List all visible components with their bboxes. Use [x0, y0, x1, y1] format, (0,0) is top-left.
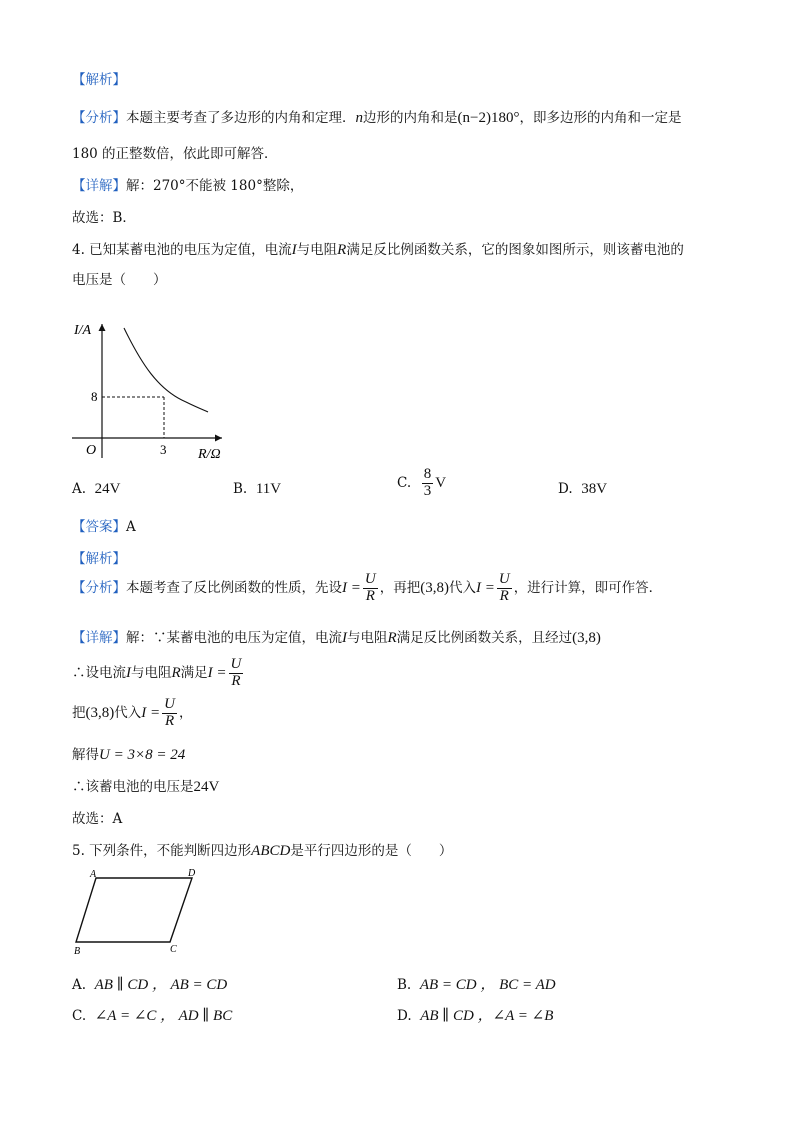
q4-analysis-heading: 【解析】: [72, 551, 126, 567]
q3-detail-line: 【详解】解：270°不能被 180°整除，: [72, 178, 304, 194]
detail-label: 【详解】: [72, 178, 126, 194]
tick-label-x-3: 3: [160, 442, 167, 457]
q5-option-b[interactable]: B. AB = CD ， BC = AD: [397, 977, 556, 993]
q4-choice: 故选：A: [72, 811, 123, 827]
polygon-sum-formula: (n−2)180°: [457, 110, 520, 126]
q4-answer: 【答案】A: [72, 519, 136, 535]
q4-option-b[interactable]: B. 11V: [233, 481, 282, 497]
q5-option-a[interactable]: A. AB ∥ CD ， AB = CD: [72, 977, 228, 993]
y-axis-label: I/A: [74, 323, 92, 338]
q4-stem-line-1: 4. 已知某蓄电池的电压为定值，电流I与电阻R满足反比例函数关系，它的图象如图所示，则该蓄电池的: [72, 242, 684, 258]
parallelogram-figure: [70, 866, 210, 961]
q5-stem: 5. 下列条件，不能判断四边形ABCD是平行四边形的是（ ）: [72, 843, 453, 859]
analysis-heading: 【解析】: [72, 72, 126, 88]
q4-detail-line: 【详解】解：∵某蓄电池的电压为定值，电流I与电阻R满足反比例函数关系，且经过(3,8): [72, 630, 601, 646]
q3-analysis-line-1: 【分析】本题主要考查了多边形的内角和定理．n边形的内角和是(n−2)180°，即多边形的内角和一定是: [72, 110, 682, 126]
vertex-b: B: [74, 946, 81, 957]
q5-option-c[interactable]: C. ∠A = ∠C ， AD ∥ BC: [72, 1008, 233, 1024]
vertex-d: D: [188, 868, 196, 879]
vertex-a: A: [90, 869, 97, 880]
q4-step-1: ∴设电流I与电阻R满足I = $\frac{U}{R}$: [72, 656, 242, 689]
vertex-c: C: [170, 944, 177, 955]
origin-label: O: [86, 443, 97, 458]
q4-analysis-line: 【分析】本题考查了反比例函数的性质，先设I = $\frac{U}{R}$ ，再把(3,8)代入I = $\frac{U}{R}$ ，进行计算，即可作答．: [72, 571, 663, 604]
analysis-label: 【分析】: [72, 110, 126, 126]
q5-option-d[interactable]: D. AB ∥ CD ，∠A = ∠B: [397, 1008, 554, 1024]
q4-option-a[interactable]: A. 24V: [72, 481, 121, 497]
tick-label-y-8: 8: [91, 389, 98, 404]
q4-stem-line-2: 电压是（ ）: [72, 272, 167, 288]
q4-step-2: 把(3,8)代入I = $\frac{U}{R}$ ，: [72, 696, 193, 729]
q4-option-c[interactable]: C. $\frac{8}{3}$ V: [397, 466, 447, 499]
q3-choice: 故选：B．: [72, 210, 136, 226]
inverse-proportion-graph: [66, 318, 236, 463]
q4-option-d[interactable]: D. 38V: [558, 481, 608, 497]
q3-analysis-line-2: 180 的正整数倍，依此即可解答．: [72, 146, 278, 162]
q4-step-3: 解得U = 3×8 = 24: [72, 747, 186, 763]
answer-label: 【答案】: [72, 519, 126, 535]
q4-step-4: ∴该蓄电池的电压是24V: [72, 779, 220, 795]
x-axis-label: R/Ω: [198, 447, 221, 462]
hyperbola-curve: [124, 328, 208, 412]
parallelogram-shape: [76, 878, 192, 942]
